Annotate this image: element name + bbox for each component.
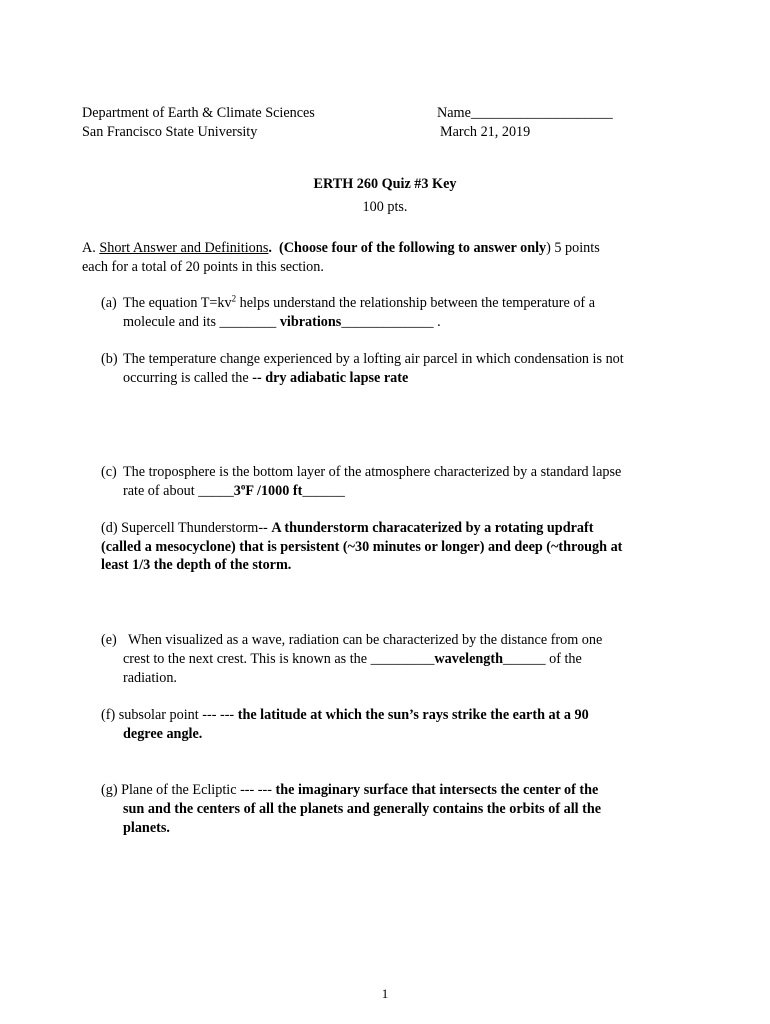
section-a-heading: Short Answer and Definitions xyxy=(99,240,269,256)
question-a-text1-pre: The equation T=kv xyxy=(123,295,232,311)
question-f-line1 xyxy=(101,706,589,725)
question-a-text2-post: _____________ . xyxy=(341,314,441,330)
name-field-label: Name____________________ xyxy=(437,105,613,121)
department-name: Department of Earth & Climate Sciences xyxy=(82,105,315,121)
section-a-prefix: A. xyxy=(82,240,100,256)
question-d-answer-line3: least 1/3 the depth of the storm. xyxy=(101,557,292,573)
question-c-text2-post: ______ xyxy=(302,483,345,499)
question-a-line2 xyxy=(123,313,441,332)
question-e-label: (e) xyxy=(101,632,117,648)
question-a-label: (a) xyxy=(101,295,117,311)
question-e-line1: When visualized as a wave, radiation can be characterized by the distance from one xyxy=(128,632,603,648)
quiz-date: March 21, 2019 xyxy=(440,124,531,140)
question-f-label: (f) subsolar point --- --- xyxy=(101,707,238,723)
question-e-text2-post: ______ of the xyxy=(503,651,582,667)
question-a-superscript: 2 xyxy=(231,293,237,304)
question-c-answer-unit: F /1000 ft xyxy=(245,483,303,499)
question-c-label: (c) xyxy=(101,464,117,480)
question-f-answer-line2: degree angle. xyxy=(123,726,203,742)
question-b-answer: -- dry adiabatic lapse rate xyxy=(252,370,409,386)
question-a-answer: vibrations xyxy=(279,314,342,330)
quiz-title: ERTH 260 Quiz #3 Key xyxy=(313,176,457,192)
question-c-text2-pre: rate of about _____ xyxy=(123,483,234,499)
question-a-text2-pre: molecule and its ________ xyxy=(123,314,280,330)
question-b-line1: The temperature change experienced by a lofting air parcel in which condensation is not xyxy=(123,351,624,367)
question-g-label: (g) Plane of the Ecliptic --- --- xyxy=(101,782,276,798)
section-a-instruction: (Choose four of the following to answer only xyxy=(279,240,547,256)
question-e-line2 xyxy=(123,650,582,669)
question-d-line1 xyxy=(101,519,593,538)
question-e-text2-pre: crest to the next crest. This is known as the _________ xyxy=(123,651,435,667)
quiz-points: 100 pts. xyxy=(362,199,408,215)
question-g-answer-line3: planets. xyxy=(123,820,170,836)
section-a-line2: each for a total of 20 points in this section. xyxy=(82,259,324,275)
question-a-line1 xyxy=(123,294,595,313)
question-g-line1 xyxy=(101,781,598,800)
question-c-degree-sup: o xyxy=(240,481,246,492)
question-b-line2 xyxy=(123,369,408,388)
question-g-answer-line1: the imaginary surface that intersects the center of the xyxy=(275,782,599,798)
question-b-text2-pre: occurring is called the xyxy=(123,370,253,386)
section-a-period: . xyxy=(268,240,272,256)
question-e-line3: radiation. xyxy=(123,670,177,686)
question-c-line1: The troposphere is the bottom layer of the atmosphere characterized by a standard lapse xyxy=(123,464,622,480)
question-b-label: (b) xyxy=(101,351,118,367)
section-a-header xyxy=(82,239,600,258)
question-d-label: (d) Supercell Thunderstorm-- xyxy=(101,520,272,536)
question-c-answer-value: 3 xyxy=(233,483,241,499)
section-a-instruction-tail: ) 5 points xyxy=(546,240,600,256)
question-d-answer-line1: A thunderstorm characaterized by a rotating updraft xyxy=(271,520,594,536)
question-a-text1-post: helps understand the relationship between the temperature of a xyxy=(236,295,596,311)
university-name: San Francisco State University xyxy=(82,124,258,140)
question-c-line2 xyxy=(123,482,345,501)
question-e-answer: wavelength xyxy=(434,651,503,667)
question-f-answer-line1: the latitude at which the sun’s rays strike the earth at a 90 xyxy=(237,707,589,723)
question-g-answer-line2: sun and the centers of all the planets and generally contains the orbits of all the xyxy=(123,801,602,817)
page-number: 1 xyxy=(381,986,389,1001)
question-d-answer-line2: (called a mesocyclone) that is persistent (~30 minutes or longer) and deep (~through at xyxy=(101,539,623,555)
